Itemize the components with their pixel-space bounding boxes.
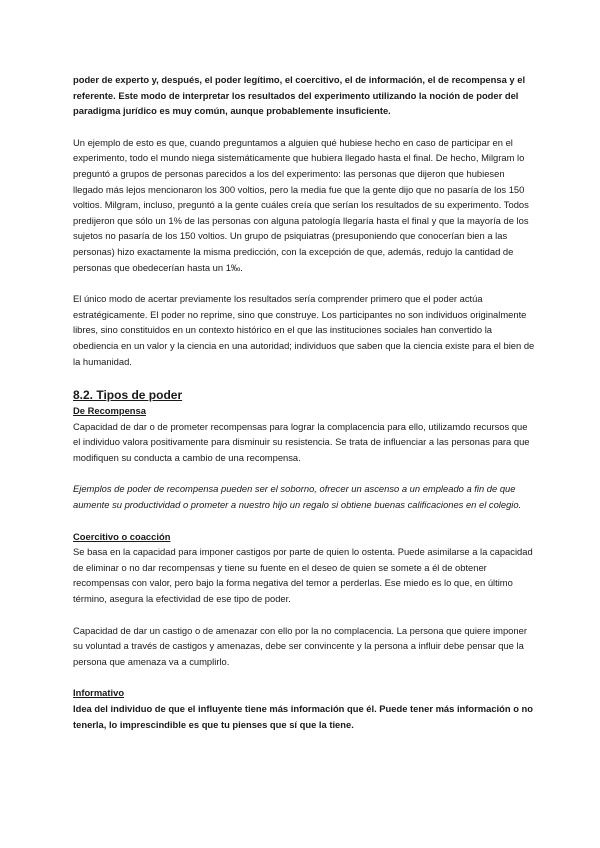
subheading-recompensa: De Recompensa xyxy=(73,405,146,417)
paragraph-recompensa-example: Ejemplos de poder de recompensa pueden ser el soborno, ofrecer un ascenso a un empleado a fin de que aumente su productividad o prometer a nuestro hijo un regalo si obtiene buenas calificaciones en el colegio. xyxy=(73,483,522,511)
subheading-informativo: Informativo xyxy=(73,687,125,699)
paragraph-coercitivo-1: Se basa en la capacidad para imponer castigos por parte de quien lo ostenta. Puede asimilarse a la capacidad de eliminar o no dar recompensas y tiene su fuente en el deseo de quien se somete a él de obtener recompensas con valor, pero bajo la forma negativa del temor a perderlas. Ese miedo es lo que, en último término, asegura la efectividad de ese tipo de poder. xyxy=(73,546,533,605)
paragraph-recompensa: Capacidad de dar o de prometer recompensas para lograr la complacencia para ello, utilizamdo recursos que el individuo valora positivamente para disminuir su resistencia. Se trata de influenciar a las personas para que modifiquen su conducta a cambio de una recompensa. xyxy=(73,420,530,463)
paragraph-intro: poder de experto y, después, el poder legítimo, el coercitivo, el de información, el de recompensa y el referente. Este modo de interpretar los resultados del experimento utilizando la noción de poder del paradigma jurídico es muy común, aunque probablemente insuficiente. xyxy=(73,74,526,117)
subheading-coercitivo: Coercitivo o coacción xyxy=(73,530,171,542)
paragraph-milgram-example: Un ejemplo de esto es que, cuando preguntamos a alguien qué hubiese hecho en caso de participar en el experimento, todo el mundo niega sistemáticamente que hubiera llegado hasta el final. De hecho, Milgram lo preguntó a grupos de personas parecidos a los del experimento: las personas que dijeron que hubiesen llegado más lejos mencionaron los 300 voltios, pero la media fue que la gente dijo que no pasaría de los 150 voltios. Milgram, incluso, preguntó a la gente cuáles creía que serían los resultados de su experimento. Todos predijeron que sólo un 1% de las personas con alguna patología llegaría hasta el final y que la mayoría de los sujetos no pasaría de los 150 voltios. Un grupo de psiquiatras (presuponiendo que conocerían bien a las personas) hizo exactamente la misma predicción, con la excepción de que, además, redujo la cantidad de personas que obedecerían hasta un 1‰. xyxy=(73,136,529,273)
paragraph-coercitivo-2: Capacidad de dar un castigo o de amenazar con ello por la no complacencia. La persona que quiere imponer su voluntad a través de castigos y amenazas, debe ser convincente y la persona a influir debe pensar que la persona que amenaza va a cumplirlo. xyxy=(73,624,527,667)
section-heading: 8.2. Tipos de poder xyxy=(73,388,183,403)
paragraph-informativo: Idea del individuo de que el influyente tiene más información que él. Puede tener más información o no tenerla, lo imprescindible es que tu pienses que sí que la tiene. xyxy=(73,703,533,730)
document-body xyxy=(73,72,535,732)
paragraph-strategic-power: El único modo de acertar previamente los resultados sería comprender primero que el poder actúa estratégicamente. El poder no reprime, sino que construye. Los participantes no son individuos originalmente libres, sino constituidos en un contexto histórico en el que las instituciones sociales han convertido la obediencia en un valor y la ciencia en una autoridad; individuos que saben que la ciencia existe para el bien de la humanidad. xyxy=(73,293,535,367)
